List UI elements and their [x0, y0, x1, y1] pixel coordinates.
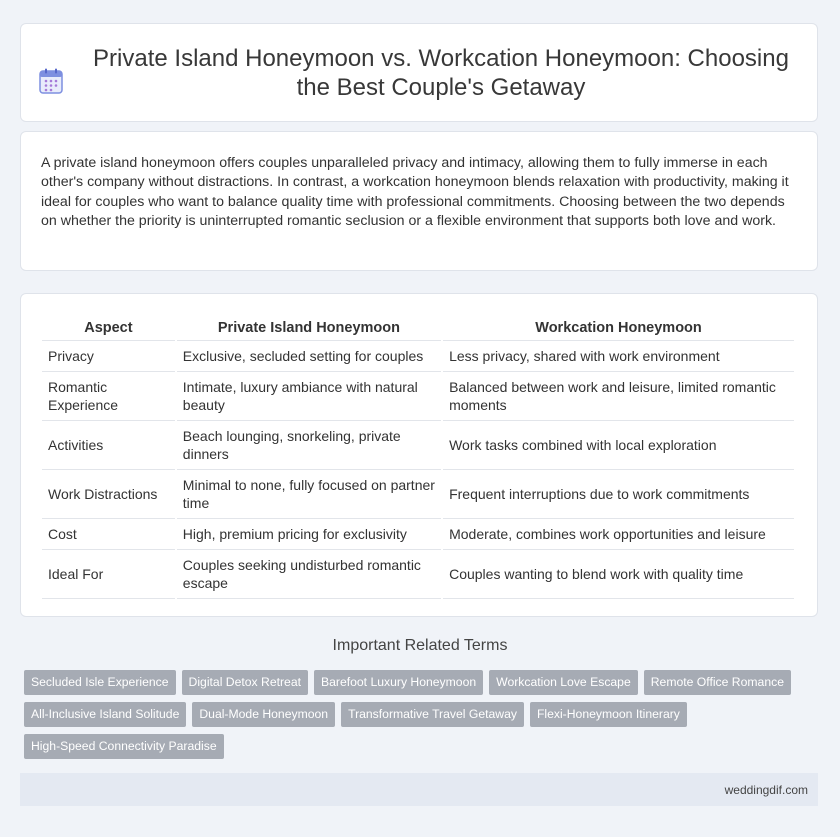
- table-cell-workcation: Work tasks combined with local exploration: [443, 421, 794, 470]
- related-term-tag[interactable]: Transformative Travel Getaway: [341, 702, 524, 727]
- footer-site-name[interactable]: weddingdif.com: [724, 782, 808, 797]
- table-cell-workcation: Frequent interruptions due to work commitments: [443, 470, 794, 519]
- table-cell-aspect: Romantic Experience: [42, 372, 175, 421]
- table-header-row: [42, 314, 794, 341]
- table-cell-aspect: Ideal For: [42, 550, 175, 599]
- table-row: [42, 421, 794, 470]
- related-term-tag[interactable]: Workcation Love Escape: [489, 670, 638, 695]
- related-term-tag[interactable]: Secluded Isle Experience: [24, 670, 176, 695]
- table-cell-workcation: Balanced between work and leisure, limited romantic moments: [443, 372, 794, 421]
- table-header-aspect: Aspect: [42, 314, 175, 341]
- table-row: [42, 341, 794, 372]
- table-cell-aspect: Privacy: [42, 341, 175, 372]
- table-cell-private-island: Intimate, luxury ambiance with natural beauty: [177, 372, 441, 421]
- comparison-table: [40, 314, 796, 599]
- related-term-tag[interactable]: Remote Office Romance: [644, 670, 791, 695]
- title-wrap: [39, 44, 799, 102]
- related-term-tag[interactable]: Dual-Mode Honeymoon: [192, 702, 335, 727]
- table-cell-private-island: Beach lounging, snorkeling, private dinners: [177, 421, 441, 470]
- table-header-private-island: Private Island Honeymoon: [177, 314, 441, 341]
- table-cell-workcation: Less privacy, shared with work environment: [443, 341, 794, 372]
- table-row: [42, 372, 794, 421]
- table-cell-workcation: Moderate, combines work opportunities and leisure: [443, 519, 794, 550]
- table-row: [42, 470, 794, 519]
- table-cell-aspect: Activities: [42, 421, 175, 470]
- footer: [20, 773, 818, 806]
- related-terms-list: [24, 670, 824, 759]
- related-term-tag[interactable]: All-Inclusive Island Solitude: [24, 702, 186, 727]
- title-card: [20, 23, 818, 122]
- comparison-table-card: [20, 293, 818, 617]
- table-cell-private-island: Minimal to none, fully focused on partner time: [177, 470, 441, 519]
- table-cell-private-island: Exclusive, secluded setting for couples: [177, 341, 441, 372]
- table-row: [42, 550, 794, 599]
- table-header-workcation: Workcation Honeymoon: [443, 314, 794, 341]
- related-term-tag[interactable]: Digital Detox Retreat: [182, 670, 308, 695]
- table-cell-private-island: Couples seeking undisturbed romantic escape: [177, 550, 441, 599]
- table-row: [42, 519, 794, 550]
- page-title: Private Island Honeymoon vs. Workcation Honeymoon: Choosing the Best Couple's Getaway: [93, 44, 789, 101]
- intro-paragraph: A private island honeymoon offers couples unparalleled privacy and intimacy, allowing them to fully immerse in each other's company without distractions. In contrast, a workcation honeymoon blends relaxation with productivity, making it ideal for couples who want to balance quality time with professional commitments. Choosing between the two depends on whether the priority is uninterrupted romantic seclusion or a flexible environment that supports both love and work.: [41, 155, 789, 230]
- intro-card: [20, 131, 818, 271]
- table-cell-aspect: Cost: [42, 519, 175, 550]
- related-term-tag[interactable]: Barefoot Luxury Honeymoon: [314, 670, 483, 695]
- table-cell-workcation: Couples wanting to blend work with quality time: [443, 550, 794, 599]
- table-cell-private-island: High, premium pricing for exclusivity: [177, 519, 441, 550]
- calendar-icon: [39, 68, 63, 94]
- related-term-tag[interactable]: High-Speed Connectivity Paradise: [24, 734, 224, 759]
- related-terms-heading: Important Related Terms: [332, 637, 508, 654]
- table-cell-aspect: Work Distractions: [42, 470, 175, 519]
- related-term-tag[interactable]: Flexi-Honeymoon Itinerary: [530, 702, 687, 727]
